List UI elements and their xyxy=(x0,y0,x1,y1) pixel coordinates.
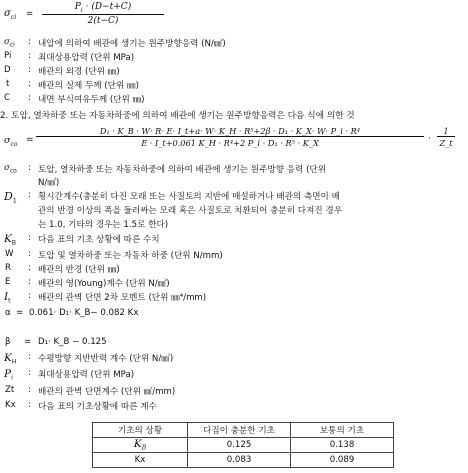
formula-2-lhs: $\sigma_{co}$ xyxy=(4,135,18,148)
def2-row-cont: 관의 반경 이상의 폭을 둘러싸는 모래 혹은 사질토로 치환되어 충분히 다져진 경우 xyxy=(38,206,343,216)
def2-row: $K_H$ : 수평방향 지반반력 계수 (단위 N/㎣) xyxy=(4,352,174,366)
formula-2-fraction: D₁ · K_B · W· R· E· I_t+a· W· K_H · R⁵+2β · D₁ · K_X· W· P_i · R⁴ E · I_t+0.061 K_H · R⁴+2 P_i · D₁ · R⁵ · K_X xyxy=(36,126,424,148)
table-header: 기초의 상황 xyxy=(93,423,188,438)
def2-row-cont: N/㎟) xyxy=(38,178,60,188)
coefficient-table xyxy=(92,422,394,468)
def1-row: D : 배관의 외경 (단위 ㎜) xyxy=(4,65,120,77)
formula-1 xyxy=(4,2,184,28)
def1-row: C : 내면 부식여유두께 (단위 ㎜) xyxy=(4,93,145,105)
formula-1-lhs: $\sigma_{ci}$ xyxy=(4,8,17,21)
def2-row: $K_B$ : 다음 표의 기초 상황에 따른 수치 xyxy=(4,233,160,247)
table-cell: 0.138 xyxy=(291,438,394,453)
table-cell: 0.089 xyxy=(291,453,394,468)
def2-row: Zt : 배관의 관벽 단면계수 (단위 ㎣/mm) xyxy=(5,385,176,397)
def2-row: $P_i$ : 최대상용압력 (단위 MPa) xyxy=(4,368,135,382)
def1-row: $\sigma_{ci}$ : 내압에 의하여 배관에 생기는 원주방향응력 (N/㎟) xyxy=(4,37,226,49)
table-cell-label: $K_B$ xyxy=(93,438,188,453)
formula-1-equals: = xyxy=(26,9,34,19)
table-cell-label: Kx xyxy=(93,453,188,468)
def2-row: $I_t$ : 배관의 관벽 단면 2차 모멘트 (단위 ㎜⁴/mm) xyxy=(4,291,207,305)
table-header: 다짐이 충분한 기초 xyxy=(188,423,291,438)
def2-row-cont: 는 1.0, 기타의 경우는 1.5로 한다) xyxy=(38,220,169,230)
formula-2-multiply: · xyxy=(428,134,431,144)
def2-row: β = D₁· K_B − 0.125 xyxy=(5,337,107,347)
table-header-row xyxy=(93,423,394,438)
def1-row: t : 배관의 실제 두께 (단위 ㎜) xyxy=(6,79,139,91)
def2-row: R : 배관의 반경 (단위 ㎜) xyxy=(5,263,120,275)
formula-2 xyxy=(4,126,464,154)
table-row xyxy=(93,453,394,468)
table-row xyxy=(93,438,394,453)
table-cell: 0.125 xyxy=(188,438,291,453)
formula-1-fraction: $\frac{P_i \cdot (D-t+C)}{2(t-C)}$ xyxy=(42,2,164,26)
def2-row: E : 배관의 영(Young)계수 (단위 N/㎟) xyxy=(5,277,170,289)
section-2-heading: 2. 토압, 열차하중 또는 자동차하중에 의하여 배관에 생기는 원주방향응력은 다음 식에 의한 것 xyxy=(0,111,355,121)
def2-row: W : 토압 및 열차하중 또는 자동차 하중 (단위 N/mm) xyxy=(5,249,223,261)
formula-2-reciprocal: $\frac{1}{Z\_t}$ xyxy=(437,126,455,148)
formula-2-equals: = xyxy=(26,135,34,145)
def1-row: Pi : 최대상용압력 (단위 MPa) xyxy=(4,51,135,63)
table-cell: 0.083 xyxy=(188,453,291,468)
def2-row: Kx : 다음 표의 기초상황에 따른 계수 xyxy=(5,400,157,412)
def2-row: α = 0.061· D₁· K_B− 0.082 Kx xyxy=(5,308,139,318)
def2-row: $D_1$ : 횡시간계수(충분히 다진 모래 또는 사질토의 지반에 매설하거나 배관의 측면이 배 xyxy=(4,190,340,205)
def2-row: $\sigma_{co}$ : 토압, 열차하중 또는 자동차하중에 의하여 배관에 생기는 원주방향 응력 (단위 xyxy=(4,163,327,175)
table-header: 보통의 기초 xyxy=(291,423,394,438)
